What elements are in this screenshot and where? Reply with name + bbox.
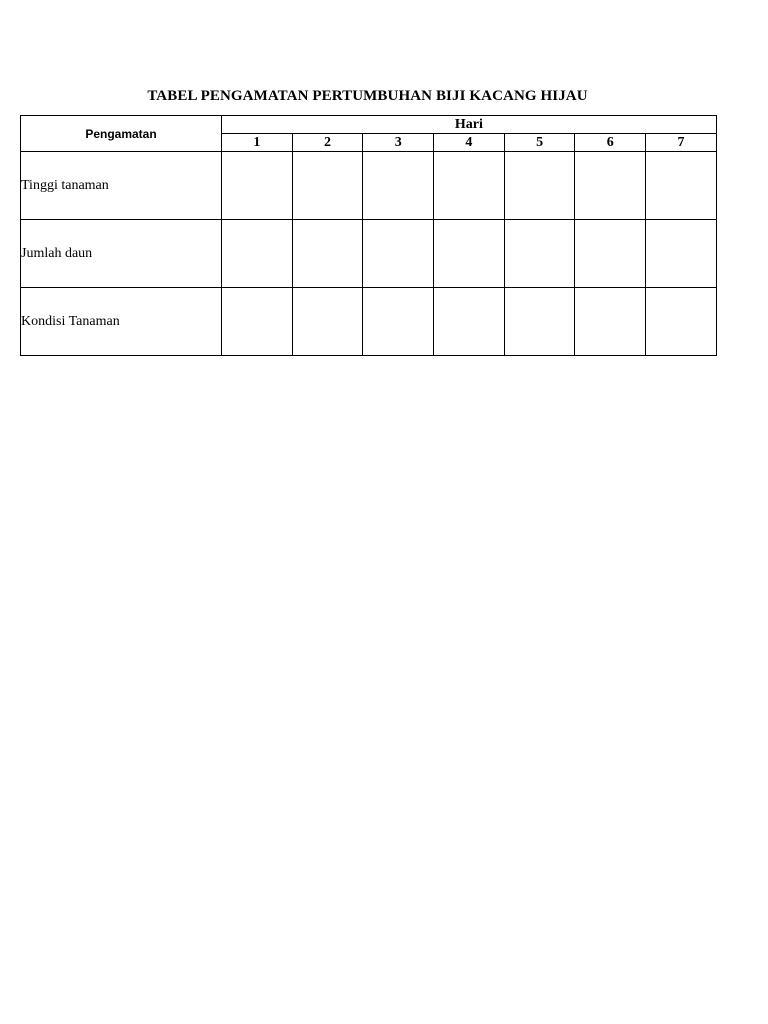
- day-header-4: 4: [434, 134, 505, 152]
- table-row: [21, 220, 717, 288]
- table-cell[interactable]: [292, 152, 363, 220]
- day-header-7: 7: [646, 134, 717, 152]
- table-cell[interactable]: [222, 220, 293, 288]
- day-header-3: 3: [363, 134, 434, 152]
- table-cell[interactable]: [363, 220, 434, 288]
- observation-column-header: Pengamatan: [21, 116, 222, 152]
- table-row: [21, 152, 717, 220]
- header-row: [21, 116, 717, 134]
- day-header-5: 5: [504, 134, 575, 152]
- table-cell[interactable]: [363, 288, 434, 356]
- day-group-header: Hari: [222, 116, 717, 134]
- day-header-2: 2: [292, 134, 363, 152]
- day-header-1: 1: [222, 134, 293, 152]
- table-cell[interactable]: [575, 288, 646, 356]
- table-cell[interactable]: [434, 220, 505, 288]
- table-cell[interactable]: [646, 220, 717, 288]
- row-label-jumlah-daun: Jumlah daun: [21, 220, 222, 288]
- table-row: [21, 288, 717, 356]
- observation-table: [20, 115, 717, 356]
- row-label-tinggi-tanaman: Tinggi tanaman: [21, 152, 222, 220]
- table-cell[interactable]: [646, 288, 717, 356]
- table-cell[interactable]: [222, 152, 293, 220]
- table-cell[interactable]: [292, 288, 363, 356]
- table-cell[interactable]: [575, 152, 646, 220]
- day-header-6: 6: [575, 134, 646, 152]
- table-cell[interactable]: [504, 288, 575, 356]
- table-cell[interactable]: [575, 220, 646, 288]
- table-cell[interactable]: [504, 220, 575, 288]
- table-cell[interactable]: [434, 152, 505, 220]
- table-cell[interactable]: [292, 220, 363, 288]
- table-cell[interactable]: [646, 152, 717, 220]
- table-cell[interactable]: [363, 152, 434, 220]
- table-cell[interactable]: [434, 288, 505, 356]
- page-title: TABEL PENGAMATAN PERTUMBUHAN BIJI KACANG HIJAU: [147, 88, 588, 104]
- table-cell[interactable]: [222, 288, 293, 356]
- row-label-kondisi-tanaman: Kondisi Tanaman: [21, 288, 222, 356]
- table-cell[interactable]: [504, 152, 575, 220]
